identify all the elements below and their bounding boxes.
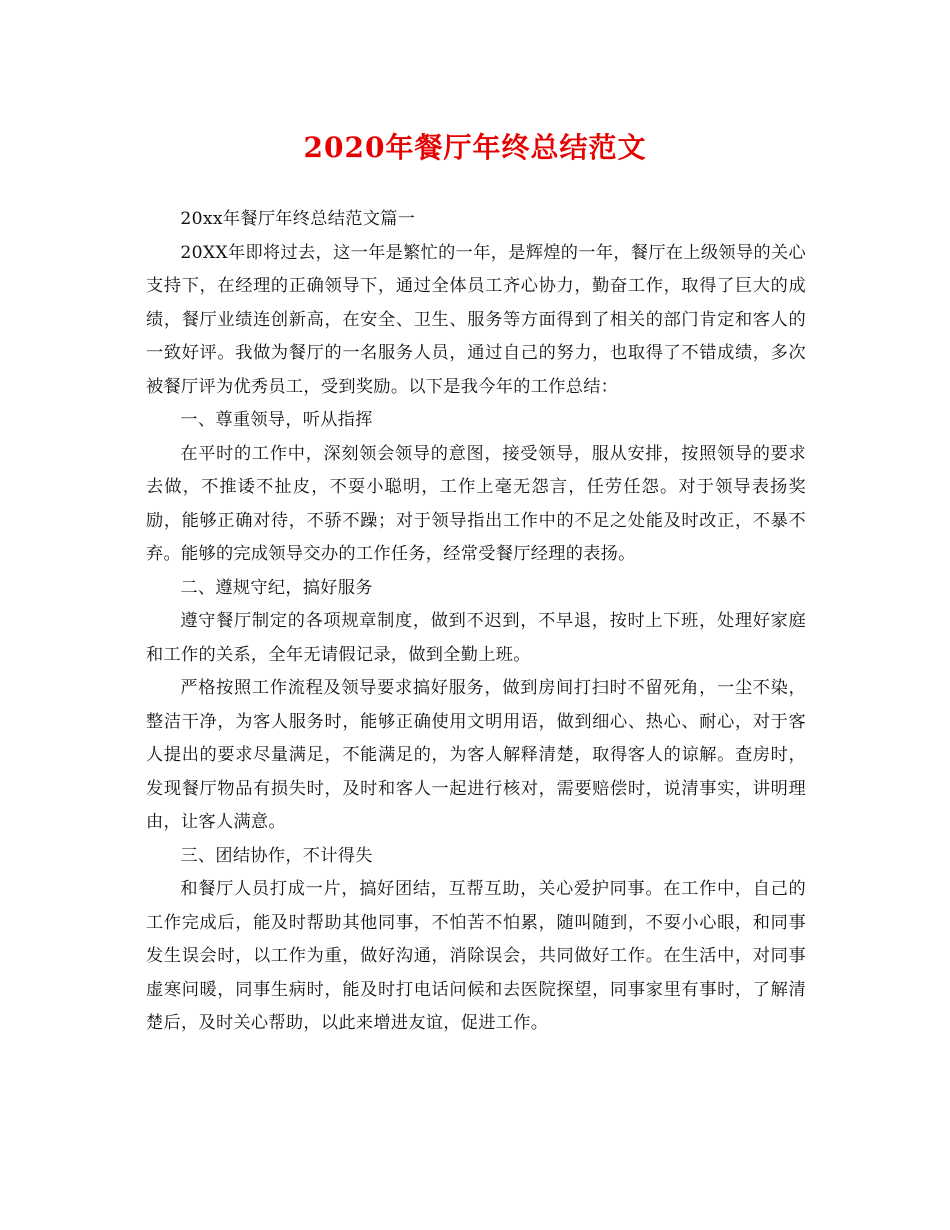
body-paragraph: 严格按照工作流程及领导要求搞好服务，做到房间打扫时不留死角，一尘不染，整洁干净，为客人服务时，能够正确使用文明用语，做到细心、热心、耐心，对于客人提出的要求尽量满足，不能满足的，为客人解释清楚，取得客人的谅解。查房时，发现餐厅物品有损失时，及时和客人一起进行核对，需要赔偿时，说清事实，讲明理由，让客人满意。 bbox=[146, 678, 806, 832]
body-paragraph: 遵守餐厅制定的各项规章制度，做到不迟到，不早退，按时上下班，处理好家庭和工作的关系，全年无请假记录，做到全勤上班。 bbox=[146, 611, 806, 665]
section-heading: 一、尊重领导，听从指挥 bbox=[180, 410, 373, 430]
document-title: 2020年餐厅年终总结范文 bbox=[303, 131, 647, 164]
body-paragraph: 20XX年即将过去，这一年是繁忙的一年，是辉煌的一年，餐厅在上级领导的关心支持下，在经理的正确领导下，通过全体员工齐心协力，勤奋工作，取得了巨大的成绩，餐厅业绩连创新高，在安全、卫生、服务等方面得到了相关的部门肯定和客人的一致好评。我做为餐厅的一名服务人员，通过自己的努力，也取得了不错成绩，多次被餐厅评为优秀员工，受到奖励。以下是我今年的工作总结： bbox=[146, 242, 806, 397]
document-body bbox=[146, 203, 806, 1041]
section-heading: 二、遵规守纪，搞好服务 bbox=[180, 577, 373, 598]
section-heading: 三、团结协作，不计得失 bbox=[180, 845, 373, 866]
section-heading: 20xx年餐厅年终总结范文篇一 bbox=[180, 209, 416, 229]
body-paragraph: 在平时的工作中，深刻领会领导的意图，接受领导，服从安排，按照领导的要求去做，不推诿不扯皮，不耍小聪明，工作上毫无怨言，任劳任怨。对于领导表扬奖励，能够正确对待，不骄不躁；对于领导指出工作中的不足之处能及时改正，不暴不弃。能够的完成领导交办的工作任务，经常受餐厅经理的表扬。 bbox=[146, 443, 806, 564]
body-paragraph: 和餐厅人员打成一片，搞好团结，互帮互助，关心爱护同事。在工作中，自己的工作完成后，能及时帮助其他同事，不怕苦不怕累，随叫随到，不耍小心眼，和同事发生误会时，以工作为重，做好沟通，消除误会，共同做好工作。在生活中，对同事虚寒问暖，同事生病时，能及时打电话问候和去医院探望，同事家里有事时，了解清楚后，及时关心帮助，以此来增进友谊，促进工作。 bbox=[146, 879, 806, 1033]
